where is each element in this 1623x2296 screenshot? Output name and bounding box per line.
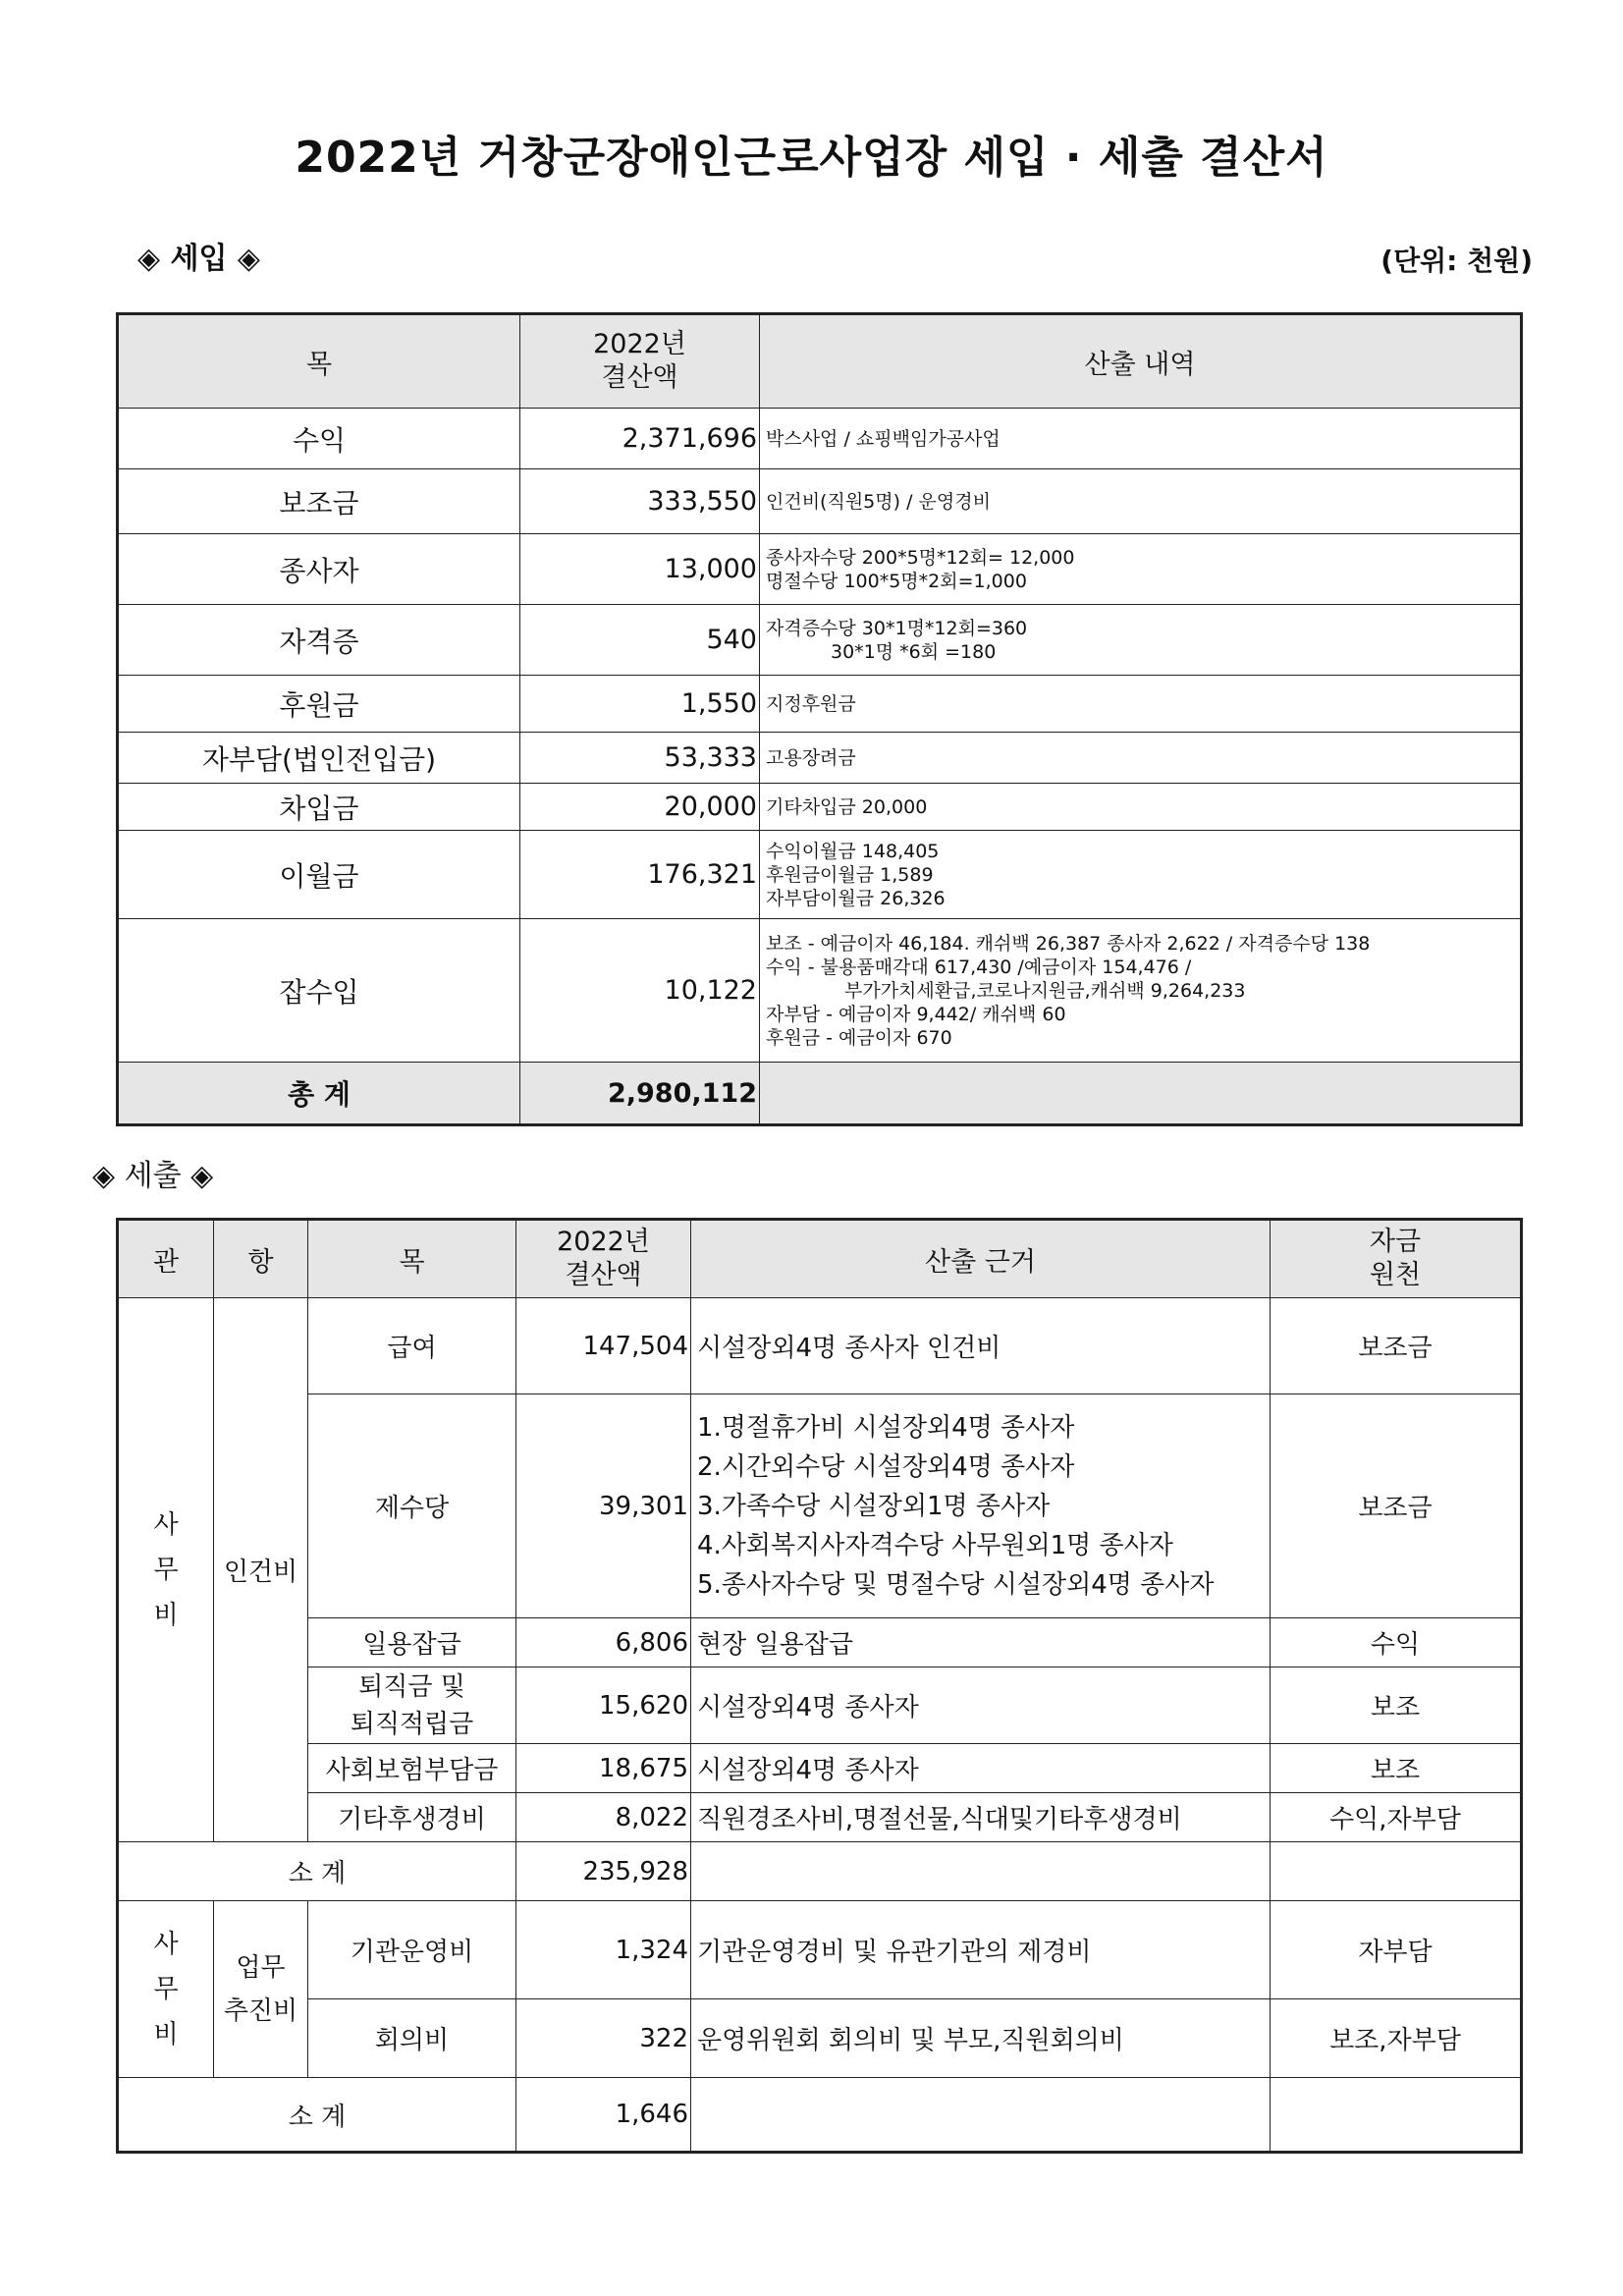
income-amount: 10,122 bbox=[520, 919, 760, 1063]
header-mok: 목 bbox=[118, 314, 520, 409]
income-total-label: 총 계 bbox=[118, 1063, 520, 1125]
basis-cell: 시설장외4명 종사자 인건비 bbox=[691, 1298, 1271, 1394]
subtotal-amount: 235,928 bbox=[516, 1842, 691, 1901]
income-label: 보조금 bbox=[118, 469, 520, 534]
header-hang: 항 bbox=[214, 1220, 308, 1298]
income-total-amount: 2,980,112 bbox=[520, 1063, 760, 1125]
income-amount: 13,000 bbox=[520, 534, 760, 605]
mok-cell: 퇴직금 및 퇴직적립금 bbox=[308, 1667, 516, 1744]
income-row-donation bbox=[118, 676, 1522, 733]
mok-cell: 기타후생경비 bbox=[308, 1793, 516, 1842]
income-amount: 540 bbox=[520, 605, 760, 676]
income-row-misc bbox=[118, 919, 1522, 1063]
expense-row-severance bbox=[118, 1667, 1522, 1744]
source-cell: 보조 bbox=[1271, 1667, 1522, 1744]
income-row-self-funding bbox=[118, 733, 1522, 784]
income-label: 자부담(법인전입금) bbox=[118, 733, 520, 784]
source-cell: 자부담 bbox=[1271, 1901, 1522, 1999]
basis-cell: 기관운영경비 및 유관기관의 제경비 bbox=[691, 1901, 1271, 1999]
amount-cell: 147,504 bbox=[516, 1298, 691, 1394]
subtotal-amount: 1,646 bbox=[516, 2078, 691, 2153]
header-amount: 2022년 결산액 bbox=[516, 1220, 691, 1298]
source-cell: 보조 bbox=[1271, 1744, 1522, 1793]
amount-cell: 8,022 bbox=[516, 1793, 691, 1842]
income-amount: 53,333 bbox=[520, 733, 760, 784]
income-label: 종사자 bbox=[118, 534, 520, 605]
income-detail: 인건비(직원5명) / 운영경비 bbox=[760, 469, 1522, 534]
income-label: 잡수입 bbox=[118, 919, 520, 1063]
income-heading: ◈ 세입 ◈ bbox=[137, 242, 260, 276]
income-header-row bbox=[118, 314, 1522, 409]
income-row-subsidy bbox=[118, 469, 1522, 534]
expense-row-agency-ops bbox=[118, 1901, 1522, 1999]
income-row-loan bbox=[118, 784, 1522, 831]
income-amount: 2,371,696 bbox=[520, 409, 760, 469]
income-detail: 기타차입금 20,000 bbox=[760, 784, 1522, 831]
amount-cell: 1,324 bbox=[516, 1901, 691, 1999]
subtotal-blank bbox=[1271, 2078, 1522, 2153]
subtotal-label: 소 계 bbox=[118, 1842, 516, 1901]
basis-cell: 현장 일용잡급 bbox=[691, 1618, 1271, 1667]
basis-cell: 운영위원회 회의비 및 부모,직원회의비 bbox=[691, 1999, 1271, 2078]
gwan-cell: 사 무 비 bbox=[118, 1298, 214, 1842]
expense-row-insurance bbox=[118, 1744, 1522, 1793]
source-cell: 수익,자부담 bbox=[1271, 1793, 1522, 1842]
gwan-cell: 사 무 비 bbox=[118, 1901, 214, 2078]
income-detail: 고용장려금 bbox=[760, 733, 1522, 784]
income-total-blank bbox=[760, 1063, 1522, 1125]
header-mok: 목 bbox=[308, 1220, 516, 1298]
income-detail: 보조 - 예금이자 46,184. 캐쉬백 26,387 종사자 2,622 / 자격증수당 138 수익 - 불용품매각대 617,430 /예금이자 154,476 / 부가가치세환급,코로나지원금,캐쉬백 9,264,233 자부담 - 예금이자 9,442/ 캐쉬백 60 후원금 - 예금이자 670 bbox=[760, 919, 1522, 1063]
income-amount: 176,321 bbox=[520, 831, 760, 919]
amount-cell: 6,806 bbox=[516, 1618, 691, 1667]
header-source: 자금 원천 bbox=[1271, 1220, 1522, 1298]
income-label: 후원금 bbox=[118, 676, 520, 733]
expense-row-allowance bbox=[118, 1394, 1522, 1618]
source-cell: 보조금 bbox=[1271, 1394, 1522, 1618]
hang-cell: 업무 추진비 bbox=[214, 1901, 308, 2078]
income-amount: 333,550 bbox=[520, 469, 760, 534]
subtotal-blank bbox=[1271, 1842, 1522, 1901]
source-cell: 보조금 bbox=[1271, 1298, 1522, 1394]
income-total-row bbox=[118, 1063, 1522, 1125]
amount-cell: 15,620 bbox=[516, 1667, 691, 1744]
mok-cell: 회의비 bbox=[308, 1999, 516, 2078]
mok-cell: 기관운영비 bbox=[308, 1901, 516, 1999]
header-basis: 산출 근거 bbox=[691, 1220, 1271, 1298]
expense-header-row bbox=[118, 1220, 1522, 1298]
amount-cell: 18,675 bbox=[516, 1744, 691, 1793]
expense-row-meeting bbox=[118, 1999, 1522, 2078]
expense-table bbox=[116, 1218, 1523, 2154]
income-label: 수익 bbox=[118, 409, 520, 469]
subtotal-blank bbox=[691, 2078, 1271, 2153]
income-row-carryover bbox=[118, 831, 1522, 919]
source-cell: 보조,자부담 bbox=[1271, 1999, 1522, 2078]
mok-cell: 제수당 bbox=[308, 1394, 516, 1618]
basis-cell: 시설장외4명 종사자 bbox=[691, 1667, 1271, 1744]
income-detail: 종사자수당 200*5명*12회= 12,000 명절수당 100*5명*2회=1,000 bbox=[760, 534, 1522, 605]
expense-row-welfare bbox=[118, 1793, 1522, 1842]
basis-cell: 1.명절휴가비 시설장외4명 종사자 2.시간외수당 시설장외4명 종사자 3.가족수당 시설장외1명 종사자 4.사회복지사자격수당 사무원외1명 종사자 5.종사자수당 및 명절수당 시설장외4명 종사자 bbox=[691, 1394, 1271, 1618]
header-amount: 2022년 결산액 bbox=[520, 314, 760, 409]
amount-cell: 39,301 bbox=[516, 1394, 691, 1618]
expense-row-salary bbox=[118, 1298, 1522, 1394]
expense-subtotal-1 bbox=[118, 1842, 1522, 1901]
income-detail: 지정후원금 bbox=[760, 676, 1522, 733]
amount-cell: 322 bbox=[516, 1999, 691, 2078]
header-detail: 산출 내역 bbox=[760, 314, 1522, 409]
income-label: 자격증 bbox=[118, 605, 520, 676]
expense-heading: ◈ 세출 ◈ bbox=[92, 1159, 214, 1193]
mok-cell: 일용잡급 bbox=[308, 1618, 516, 1667]
basis-cell: 직원경조사비,명절선물,식대및기타후생경비 bbox=[691, 1793, 1271, 1842]
income-table bbox=[116, 312, 1523, 1126]
expense-row-daily-wage bbox=[118, 1618, 1522, 1667]
income-row-staff bbox=[118, 534, 1522, 605]
hang-cell: 인건비 bbox=[214, 1298, 308, 1842]
income-row-revenue bbox=[118, 409, 1522, 469]
income-amount: 20,000 bbox=[520, 784, 760, 831]
income-label: 이월금 bbox=[118, 831, 520, 919]
header-gwan: 관 bbox=[118, 1220, 214, 1298]
income-amount: 1,550 bbox=[520, 676, 760, 733]
income-detail: 박스사업 / 쇼핑백임가공사업 bbox=[760, 409, 1522, 469]
unit-label: (단위: 천원) bbox=[1380, 245, 1533, 277]
page-title: 2022년 거창군장애인근로사업장 세입 · 세출 결산서 bbox=[295, 133, 1328, 183]
expense-subtotal-2 bbox=[118, 2078, 1522, 2153]
source-cell: 수익 bbox=[1271, 1618, 1522, 1667]
income-detail: 자격증수당 30*1명*12회=360 30*1명 *6회 =180 bbox=[760, 605, 1522, 676]
basis-cell: 시설장외4명 종사자 bbox=[691, 1744, 1271, 1793]
mok-cell: 급여 bbox=[308, 1298, 516, 1394]
mok-cell: 사회보험부담금 bbox=[308, 1744, 516, 1793]
subtotal-blank bbox=[691, 1842, 1271, 1901]
income-detail: 수익이월금 148,405 후원금이월금 1,589 자부담이월금 26,326 bbox=[760, 831, 1522, 919]
income-label: 차입금 bbox=[118, 784, 520, 831]
income-row-license bbox=[118, 605, 1522, 676]
subtotal-label: 소 계 bbox=[118, 2078, 516, 2153]
